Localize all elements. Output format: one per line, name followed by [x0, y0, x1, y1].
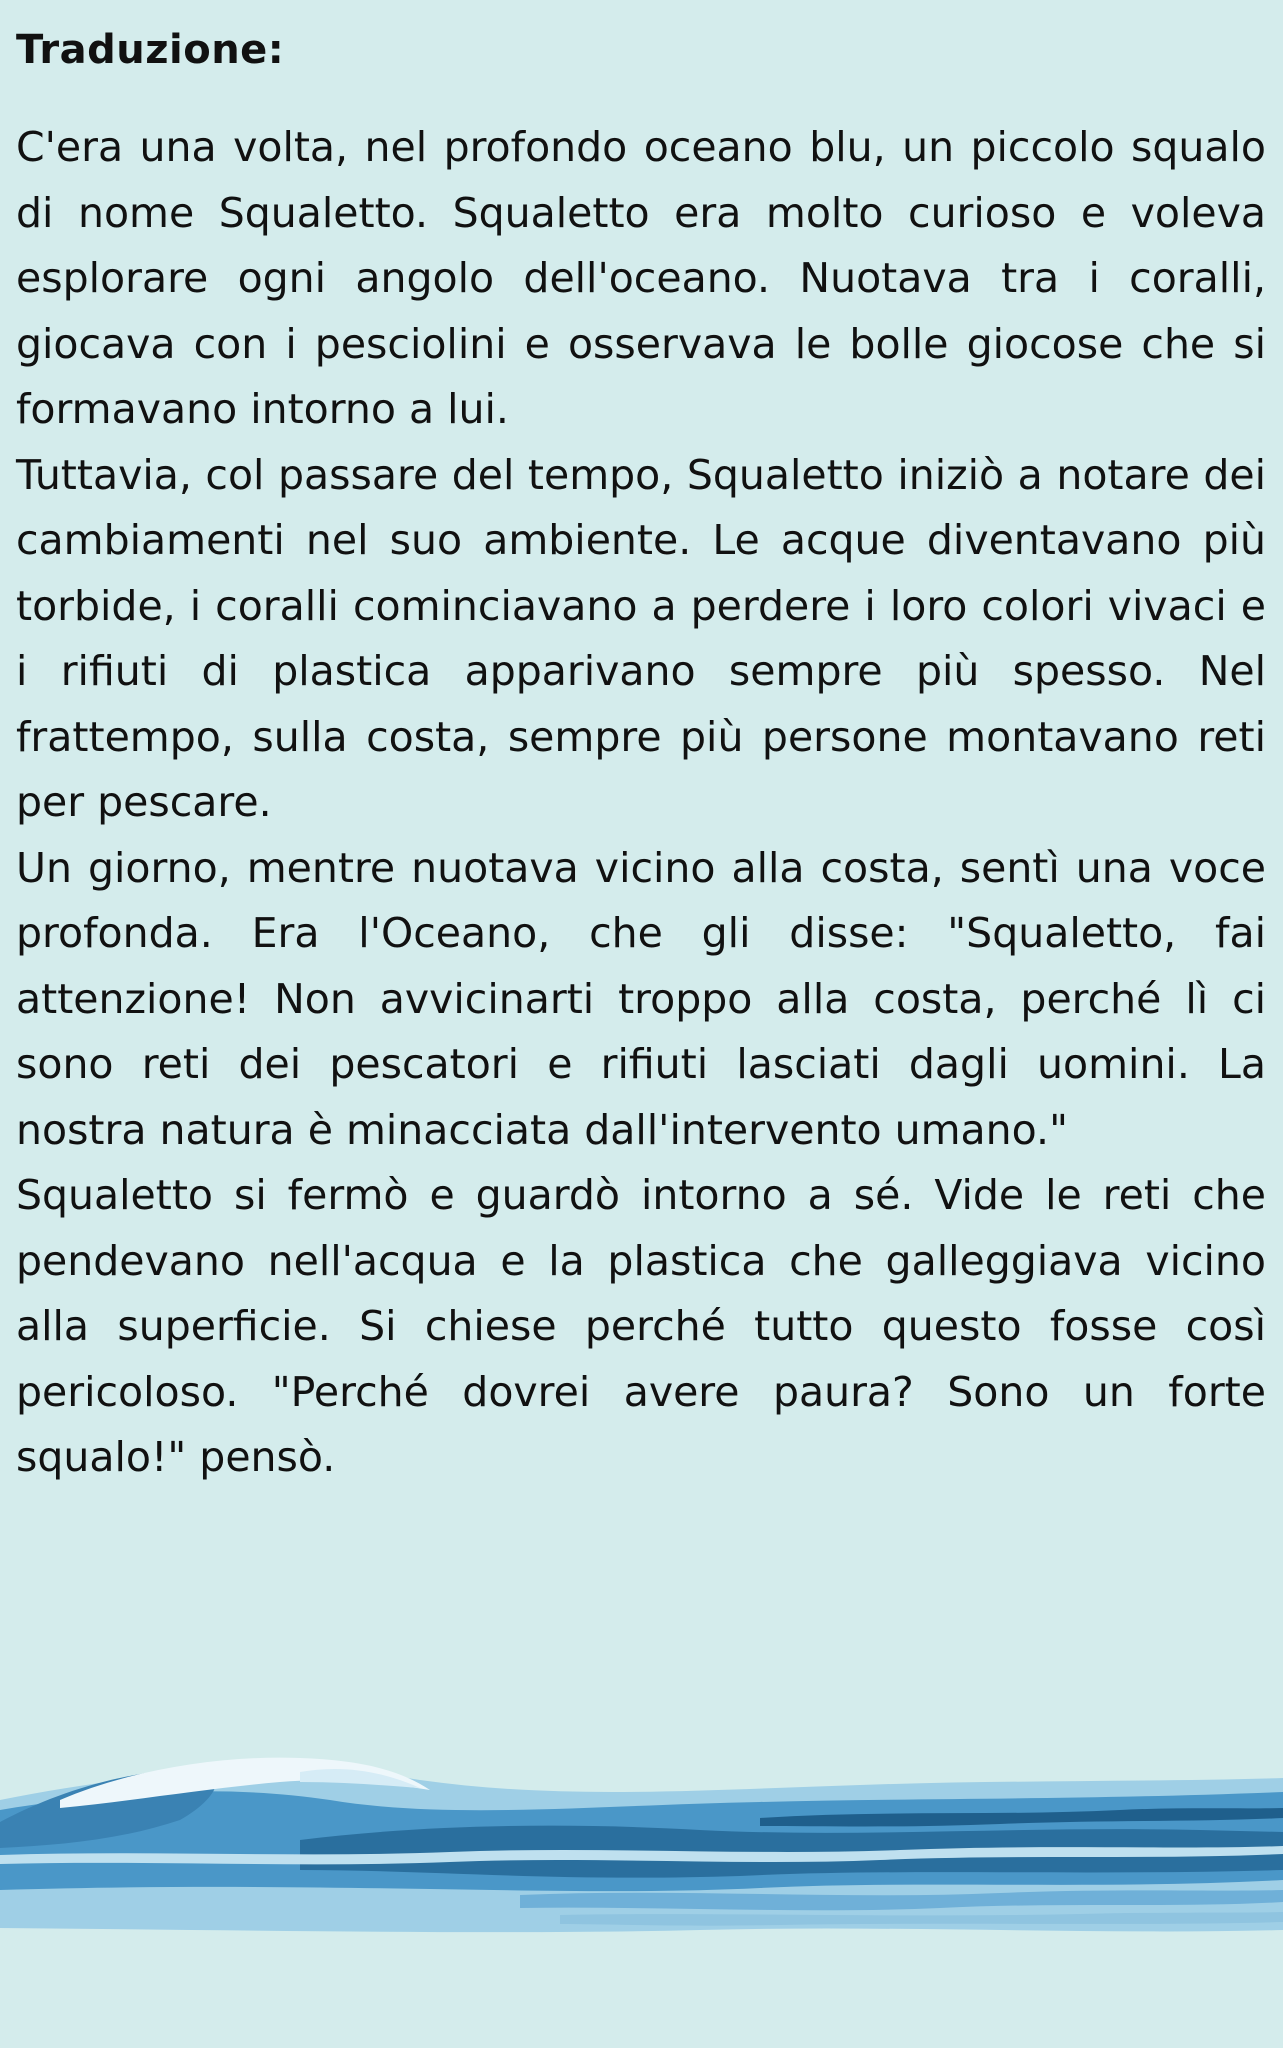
story-paragraph: Un giorno, mentre nuotava vicino alla costa, sentì una voce profonda. Era l'Oceano, che gli disse: "Squaletto, fai attenzione! Non avvicinarti troppo alla costa, perché lì ci sono reti dei pescatori e rifiuti lasciati dagli uomini. La nostra natura è minacciata dall'intervento umano." — [16, 843, 1266, 1154]
story-text — [16, 115, 1266, 1491]
page-title: Traduzione: — [16, 27, 285, 73]
story-paragraph: C'era una volta, nel profondo oceano blu, un piccolo squalo di nome Squaletto. Squaletto era molto curioso e voleva esplorare ogni angolo dell'oceano. Nuotava tra i coralli, giocava con i pesciolini e osservava le bolle giocose che si formavano intorno a lui. — [16, 123, 1266, 433]
story-paragraph: Tuttavia, col passare del tempo, Squaletto iniziò a notare dei cambiamenti nel suo ambiente. Le acque diventavano più torbide, i coralli cominciavano a perdere i loro colori vivaci e i rifiuti di plastica apparivano sempre più spesso. Nel frattempo, sulla costa, sempre più persone montavano reti per pescare. — [16, 450, 1266, 826]
story-paragraph: Squaletto si fermò e guardò intorno a sé. Vide le reti che pendevano nell'acqua e la plastica che galleggiava vicino alla superficie. Si chiese perché tutto questo fosse così pericoloso. "Perché dovrei avere paura? Sono un forte squalo!" pensò. — [16, 1171, 1266, 1481]
ocean-waves-illustration — [0, 1730, 1283, 1940]
